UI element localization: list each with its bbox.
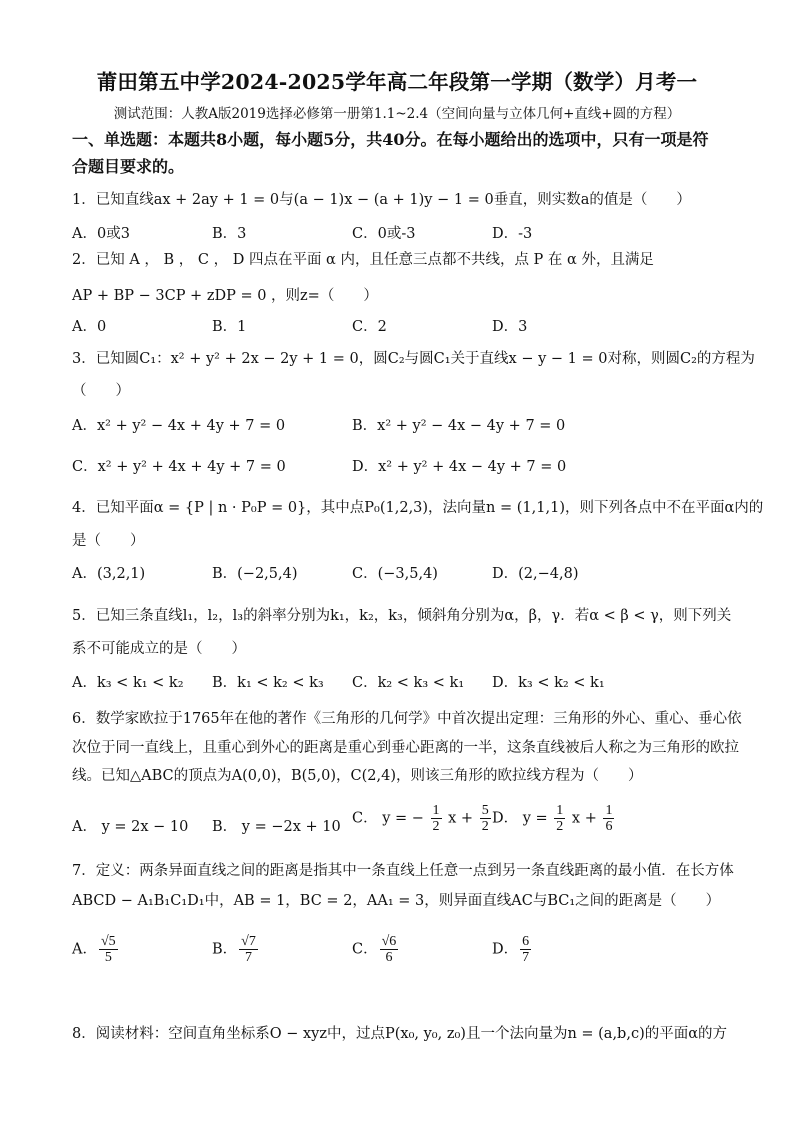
q4-line2: 是（ ） <box>72 533 145 549</box>
fraction: $\frac{1}{6}$ <box>605 803 613 834</box>
q7-line1: 7．定义：两条异面直线之间的距离是指其中一条直线上任意一点到另一条直线距离的最小值．在长方体 <box>72 863 734 879</box>
q5-option-c: C．k₂ < k₃ < k₁ <box>352 675 465 691</box>
fraction: $\frac{6}{7}$ <box>522 934 530 965</box>
q1-stem: 1．已知直线ax + 2ay + 1 = 0与(a − 1)x − (a + 1)y − 1 = 0垂直，则实数a的值是（ ） <box>72 192 691 208</box>
q4-option-c: C．(−3,5,4) <box>352 566 438 582</box>
q5-line2: 系不可能成立的是（ ） <box>72 641 246 657</box>
q5-option-d: D．k₃ < k₂ < k₁ <box>492 675 605 691</box>
exam-title: 莆田第五中学2024-2025学年高二年段第一学期（数学）月考一 <box>96 70 698 94</box>
q5-option-a: A．k₃ < k₁ < k₂ <box>72 675 184 691</box>
q7-option-d: D． $\frac{6}{7}$ <box>492 934 530 965</box>
fraction: $\frac{√5}{5}$ <box>100 934 116 965</box>
q7-option-a: A． $\frac{√5}{5}$ <box>72 934 116 965</box>
q2-line1: 2．已知 A ， B ， C ， D 四点在平面 α 内，且任意三点都不共线，点 P 在 α 外，且满足 <box>72 252 654 268</box>
q4-option-b: B．(−2,5,4) <box>212 566 298 582</box>
fraction: $\frac{5}{2}$ <box>481 803 489 834</box>
q6-option-b: B． y = −2x + 10 <box>212 819 341 835</box>
q1-option-a: A．0或3 <box>72 226 130 242</box>
q2-option-b: B．1 <box>212 319 247 335</box>
q6-line2: 次位于同一直线上，且重心到外心的距离是重心到垂心距离的一半，这条直线被后人称之为三角形的欧拉 <box>72 740 739 756</box>
q3-option-a: A．x² + y² − 4x + 4y + 7 = 0 <box>72 418 286 434</box>
q7-option-b: B． $\frac{√7}{7}$ <box>212 934 256 965</box>
q6-line3: 线。已知△ABC的顶点为A(0,0)，B(5,0)，C(2,4)，则该三角形的欧拉线方程为（ ） <box>72 768 643 784</box>
fraction: $\frac{1}{2}$ <box>556 803 564 834</box>
q1-option-d: D．-3 <box>492 226 533 242</box>
q3-option-d: D．x² + y² + 4x − 4y + 7 = 0 <box>352 459 567 475</box>
q1-option-c: C．0或-3 <box>352 226 416 242</box>
fraction: $\frac{1}{2}$ <box>432 803 440 834</box>
q5-line1: 5．已知三条直线l₁，l₂，l₃的斜率分别为k₁，k₂，k₃，倾斜角分别为α，β，γ．若α < β < γ，则下列关 <box>72 608 732 624</box>
q3-line2: （ ） <box>72 383 130 399</box>
q3-option-b: B．x² + y² − 4x − 4y + 7 = 0 <box>352 418 566 434</box>
fraction: $\frac{√7}{7}$ <box>241 934 256 965</box>
q1-option-b: B．3 <box>212 226 247 242</box>
q2-option-a: A．0 <box>72 319 107 335</box>
q4-line1: 4．已知平面α = {P | n · P₀P = 0}，其中点P₀(1,2,3)，法向量n = (1,1,1)，则下列各点中不在平面α内的 <box>72 500 764 516</box>
q3-line1: 3．已知圆C₁：x² + y² + 2x − 2y + 1 = 0，圆C₂与圆C₁关于直线x − y − 1 = 0对称，则圆C₂的方程为 <box>72 351 755 367</box>
q7-line2: ABCD − A₁B₁C₁D₁中，AB = 1，BC = 2，AA₁ = 3，则异面直线AC与BC₁之间的距离是（ ） <box>72 893 721 909</box>
fraction: $\frac{√6}{6}$ <box>381 934 397 965</box>
test-scope: 测试范围：人教A版2019选择必修第一册第1.1~2.4（空间向量与立体几何+直线+圆的方程） <box>113 106 681 122</box>
q3-option-c: C．x² + y² + 4x + 4y + 7 = 0 <box>72 459 286 475</box>
q6-option-a: A． y = 2x − 10 <box>72 819 189 835</box>
q2-option-c: C．2 <box>352 319 387 335</box>
q6-line1: 6．数学家欧拉于1765年在他的著作《三角形的几何学》中首次提出定理：三角形的外心、重心、垂心依 <box>72 711 742 727</box>
q6-option-c: C． y = − $\frac{1}{2}$ x + $\frac{5}{2}$ <box>352 803 489 834</box>
q8-line1: 8．阅读材料：空间直角坐标系O − xyz中，过点P(x₀, y₀, z₀)且一个法向量为n = (a,b,c)的平面α的方 <box>72 1026 728 1042</box>
q5-option-b: B．k₁ < k₂ < k₃ <box>212 675 324 691</box>
q2-option-d: D．3 <box>492 319 528 335</box>
section-heading: 一、单选题：本题共8小题，每小题5分，共40分。在每小题给出的选项中，只有一项是符合题目要求的。 <box>72 130 709 176</box>
q6-option-d: D． y = $\frac{1}{2}$ x + $\frac{1}{6}$ <box>492 803 613 834</box>
q4-option-d: D．(2,−4,8) <box>492 566 579 582</box>
q2-line2: AP + BP − 3CP + zDP = 0 ，则z=（ ） <box>72 288 378 304</box>
q4-option-a: A．(3,2,1) <box>72 566 146 582</box>
q7-option-c: C． $\frac{√6}{6}$ <box>352 934 397 965</box>
